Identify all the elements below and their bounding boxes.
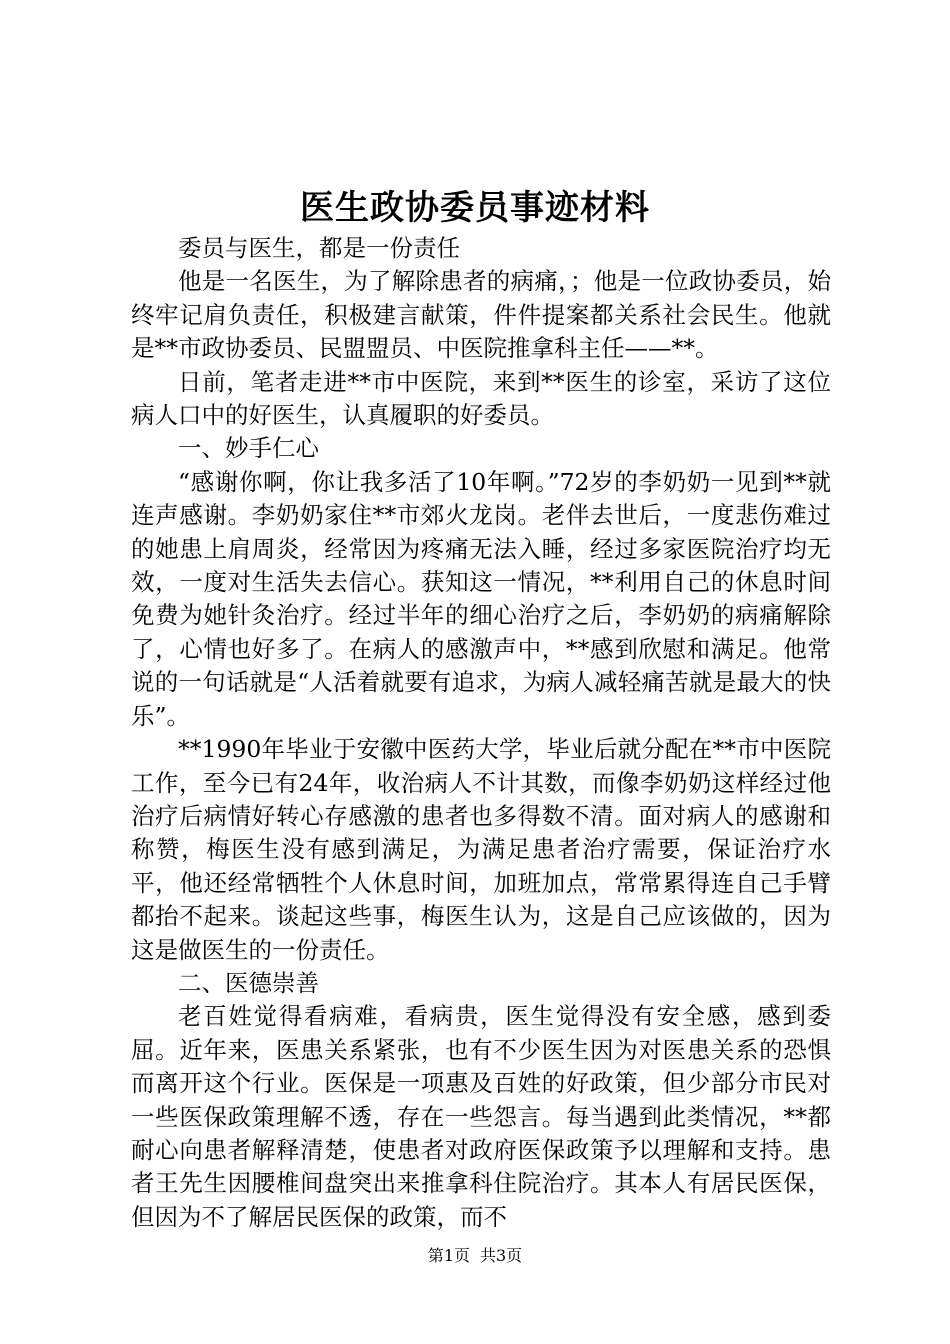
paragraph: 他是一名医生，为了解除患者的病痛，；他是一位政协委员，始终牢记肩负责任，积极建言献策，件件提案都关系社会民生。他就是**市政协委员、民盟盟员、中医院推拿科主任——**。 xyxy=(131,267,831,363)
document-title: 医生政协委员事迹材料 xyxy=(300,188,650,228)
page-footer xyxy=(0,1245,950,1267)
paragraph-subtitle: 委员与医生，都是一份责任 xyxy=(178,234,460,262)
page-total: 共3页 xyxy=(480,1246,523,1265)
paragraph: 老百姓觉得看病难，看病贵，医生觉得没有安全感，感到委屈。近年来，医患关系紧张，也有不少医生因为对医患关系的恐惧而离开这个行业。医保是一项惠及百姓的好政策，但少部分市民对一些医保政策理解不透，存在一些怨言。每当遇到此类情况，**都耐心向患者解释清楚，使患者对政府医保政策予以理解和支持。患者王先生因腰椎间盘突出来推拿科住院治疗。其本人有居民医保，但因为不了解居民医保的政策，而不 xyxy=(131,1002,831,1231)
section-heading: 一、妙手仁心 xyxy=(178,434,319,463)
paragraph: “感谢你啊，你让我多活了10年啊。”72岁的李奶奶一见到**就连声感谢。李奶奶家住**市郊火龙岗。老伴去世后，一度悲伤难过的她患上肩周炎，经常因为疼痛无法入睡，经过多家医院治疗均无效，一度对生活失去信心。获知这一情况，**利用自己的休息时间免费为她针灸治疗。经过半年的细心治疗之后，李奶奶的病痛解除了，心情也好多了。在病人的感激声中，**感到欣慰和满足。他常说的一句话就是“人活着就要有追求，为病人减轻痛苦就是最大的快乐”。 xyxy=(131,467,831,730)
section-heading: 二、医德崇善 xyxy=(178,968,319,997)
paragraph: 日前，笔者走进**市中医院，来到**医生的诊室，采访了这位病人口中的好医生，认真履职的好委员。 xyxy=(131,367,831,430)
paragraph: **1990年毕业于安徽中医药大学，毕业后就分配在**市中医院工作，至今已有24年，收治病人不计其数，而像李奶奶这样经过他治疗后病情好转心存感激的患者也多得数不清。面对病人的感谢和称赞，梅医生没有感到满足，为满足患者治疗需要，保证治疗水平，他还经常牺牲个人休息时间，加班加点，常常累得连自己手臂都抬不起来。谈起这些事，梅医生认为，这是自己应该做的，因为这是做医生的一份责任。 xyxy=(131,735,831,964)
page-number: 第1页 xyxy=(427,1246,470,1265)
document-body xyxy=(131,232,831,1234)
